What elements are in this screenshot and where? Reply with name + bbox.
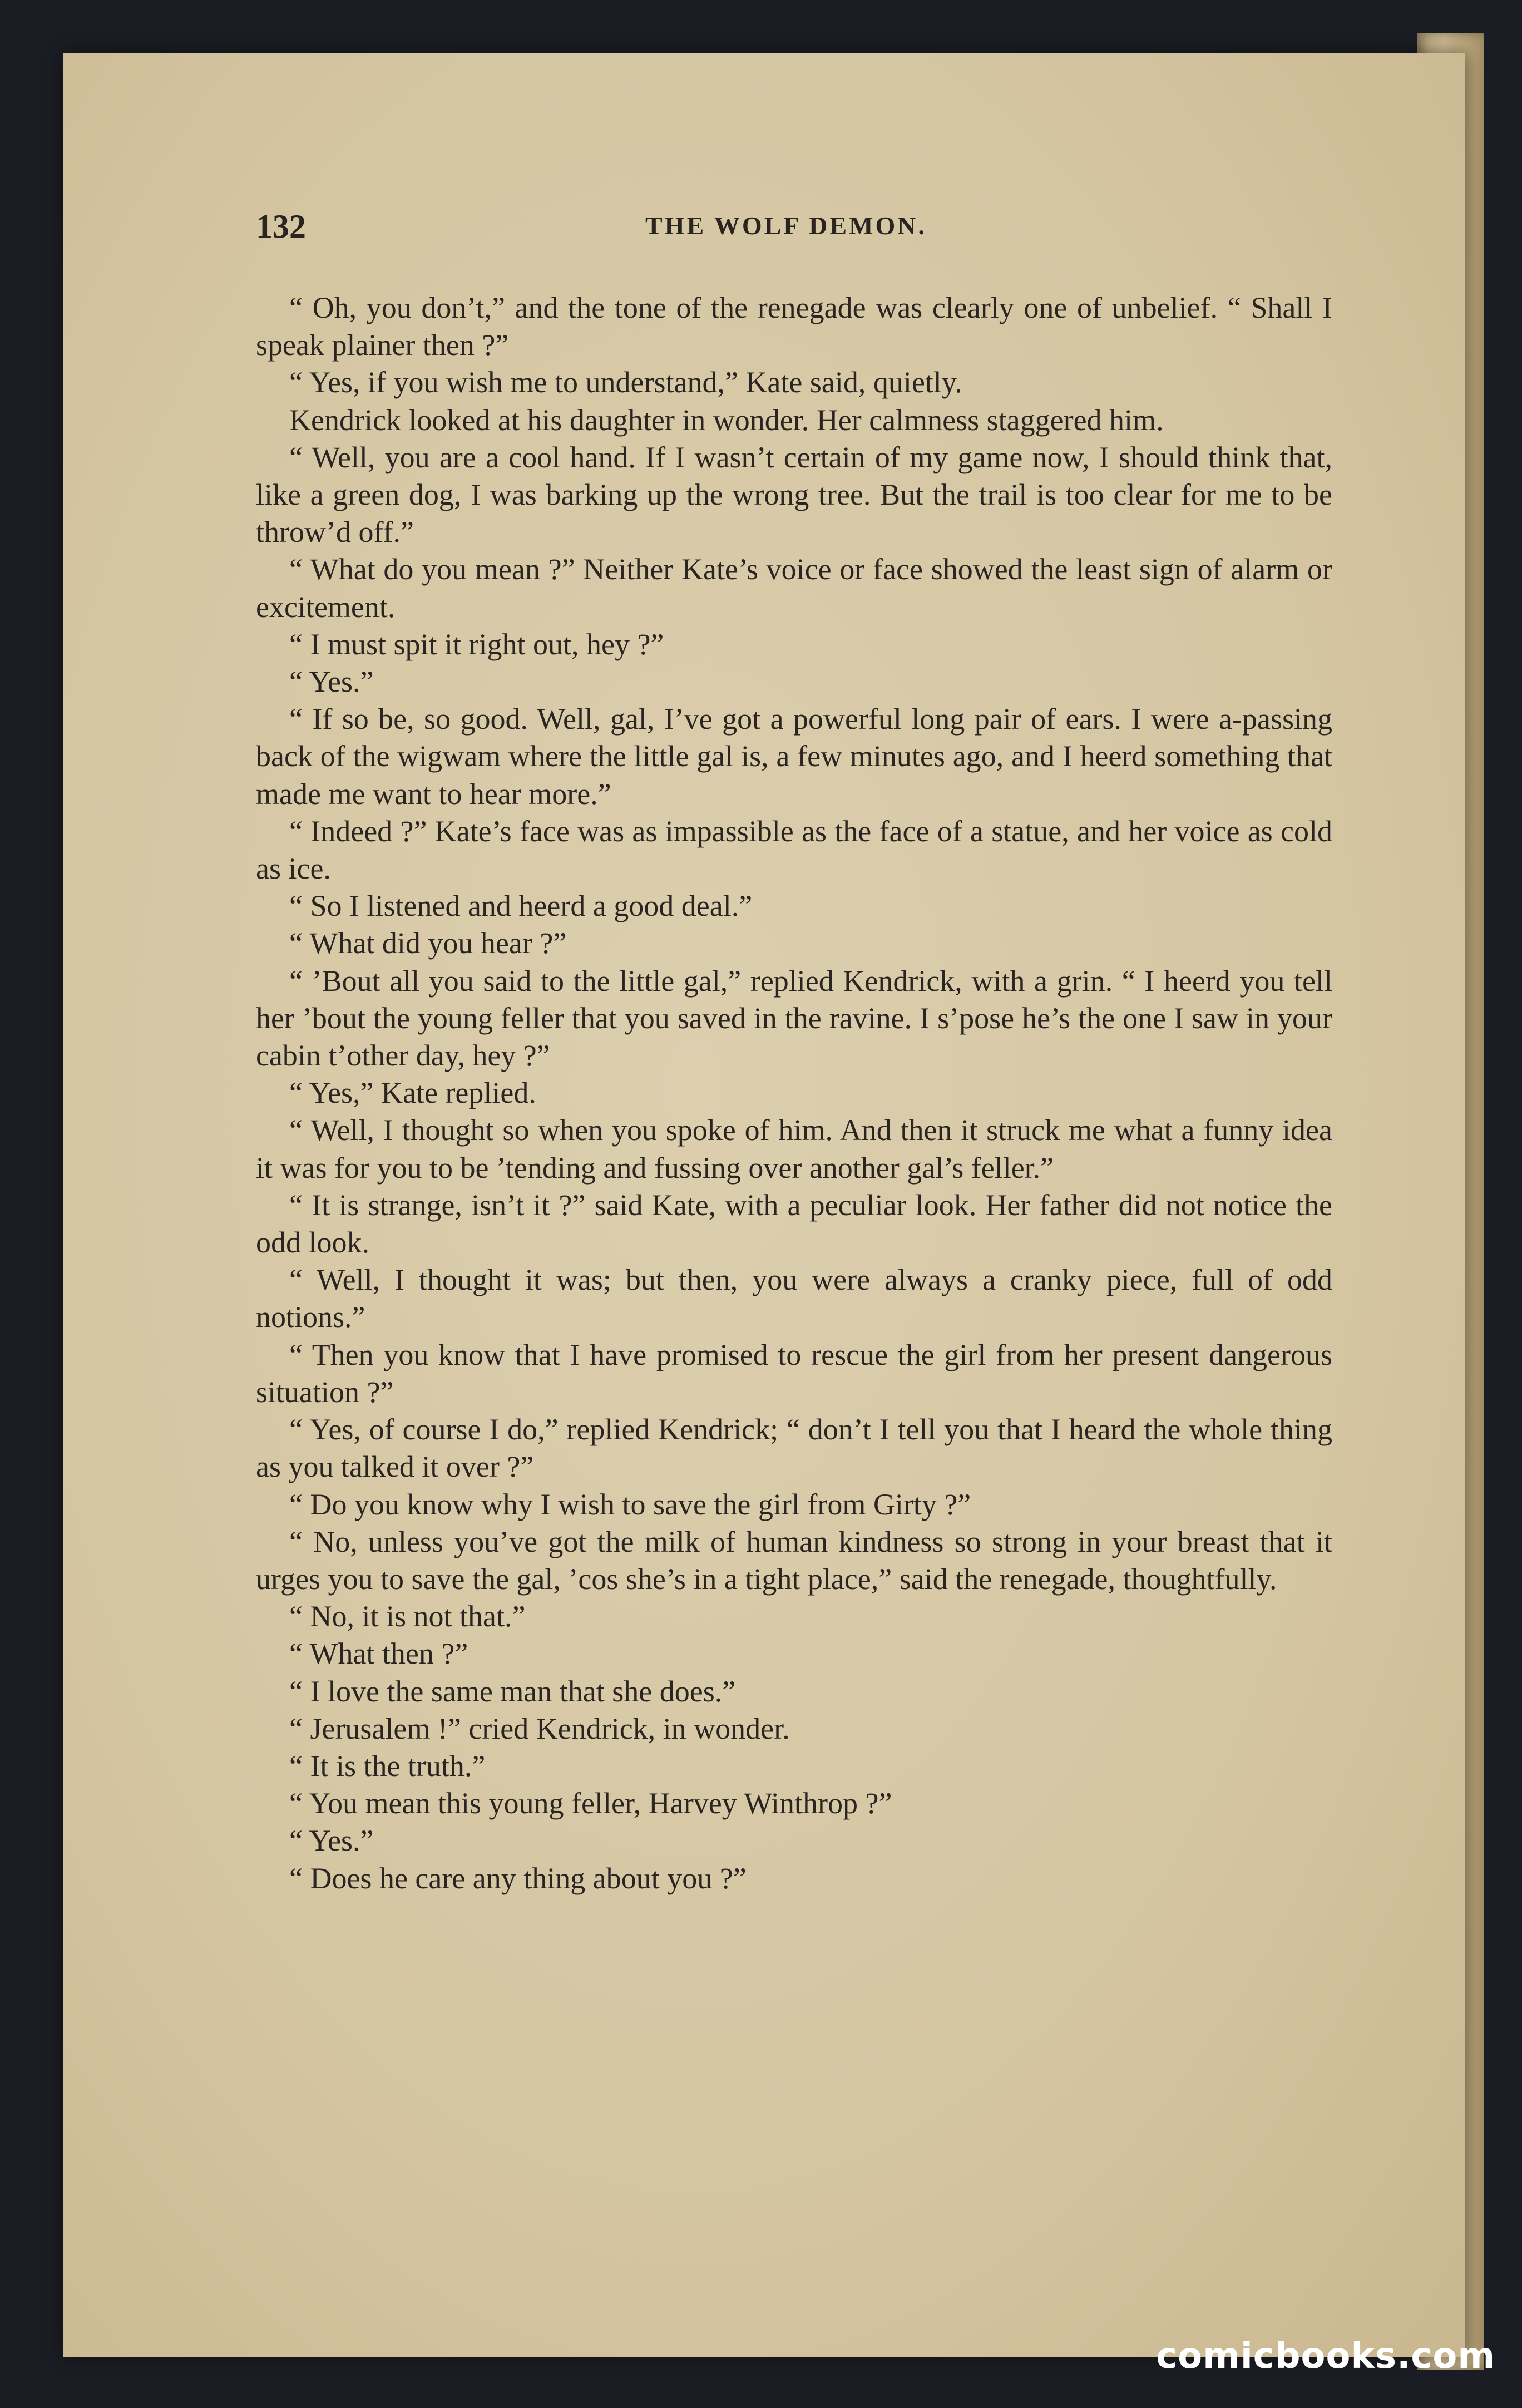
paragraph: “ Indeed ?” Kate’s face was as impassible as the face of a statue, and her voice as cold as ice. — [256, 814, 1332, 886]
paragraph: “ It is strange, isn’t it ?” said Kate, with a peculiar look. Her father did not notice the odd look. — [256, 1188, 1332, 1260]
paragraph: “ Do you know why I wish to save the girl from Girty ?” — [289, 1487, 971, 1521]
paragraph: “ Yes.” — [289, 665, 374, 699]
paragraph: “ I must spit it right out, hey ?” — [289, 627, 664, 661]
paragraph: “ Jerusalem !” cried Kendrick, in wonder. — [289, 1711, 790, 1745]
running-head: THE WOLF DEMON. — [645, 211, 927, 240]
paragraph: “ Yes.” — [289, 1824, 374, 1858]
paragraph: “ What then ?” — [289, 1637, 468, 1671]
paragraph: “ What did you hear ?” — [289, 926, 567, 960]
paragraph: “ What do you mean ?” Neither Kate’s voice or face showed the least sign of alarm or excitement. — [256, 552, 1332, 624]
paragraph: “ Does he care any thing about you ?” — [289, 1861, 747, 1895]
page-header — [256, 208, 1357, 252]
paragraph: “ Well, you are a cool hand. If I wasn’t certain of my game now, I should think that, like a green dog, I was barking up the wrong tree. But the trail is too clear for me to be throw’d off.” — [256, 440, 1332, 549]
paragraph: “ Well, I thought it was; but then, you were always a cranky piece, full of odd notions.” — [256, 1263, 1332, 1334]
paragraph: “ Yes, of course I do,” replied Kendrick; “ don’t I tell you that I heard the whole thing as you talked it over ?” — [256, 1413, 1332, 1484]
paragraph: “ ’Bout all you said to the little gal,” replied Kendrick, with a grin. “ I heerd you tell her ’bout the young feller that you saved in the ravine. I s’pose he’s the one I saw in your cabin t’other day, hey ?” — [256, 964, 1332, 1073]
paragraph: “ So I listened and heerd a good deal.” — [289, 889, 753, 923]
paragraph: “ It is the truth.” — [289, 1749, 486, 1783]
body-text — [256, 289, 1332, 1897]
paragraph: Kendrick looked at his daughter in wonder. Her calmness staggered him. — [289, 403, 1164, 437]
page-number: 132 — [256, 208, 306, 245]
paragraph: “ Well, I thought so when you spoke of him. And then it struck me what a funny idea it was for you to be ’tending and fussing over another gal’s feller.” — [256, 1113, 1332, 1185]
paragraph: “ Oh, you don’t,” and the tone of the renegade was clearly one of unbelief. “ Shall I speak plainer then ?” — [256, 291, 1332, 362]
paragraph: “ Yes,” Kate replied. — [289, 1076, 536, 1110]
paragraph: “ Then you know that I have promised to rescue the girl from her present dangerous situation ?” — [256, 1338, 1332, 1409]
paragraph: “ If so be, so good. Well, gal, I’ve got a powerful long pair of ears. I were a-passing back of the wigwam where the little gal is, a few minutes ago, and I heerd something that made me want to hear more.” — [256, 702, 1332, 811]
paragraph: “ No, unless you’ve got the milk of human kindness so strong in your breast that it urges you to save the gal, ’cos she’s in a tight place,” said the renegade, thoughtfully. — [256, 1524, 1332, 1596]
site-watermark: comicbooks.com — [1156, 2336, 1495, 2377]
paragraph: “ No, it is not that.” — [289, 1600, 526, 1634]
paragraph: “ I love the same man that she does.” — [289, 1674, 736, 1708]
paragraph: “ You mean this young feller, Harvey Winthrop ?” — [289, 1787, 892, 1820]
paragraph: “ Yes, if you wish me to understand,” Kate said, quietly. — [289, 366, 962, 399]
